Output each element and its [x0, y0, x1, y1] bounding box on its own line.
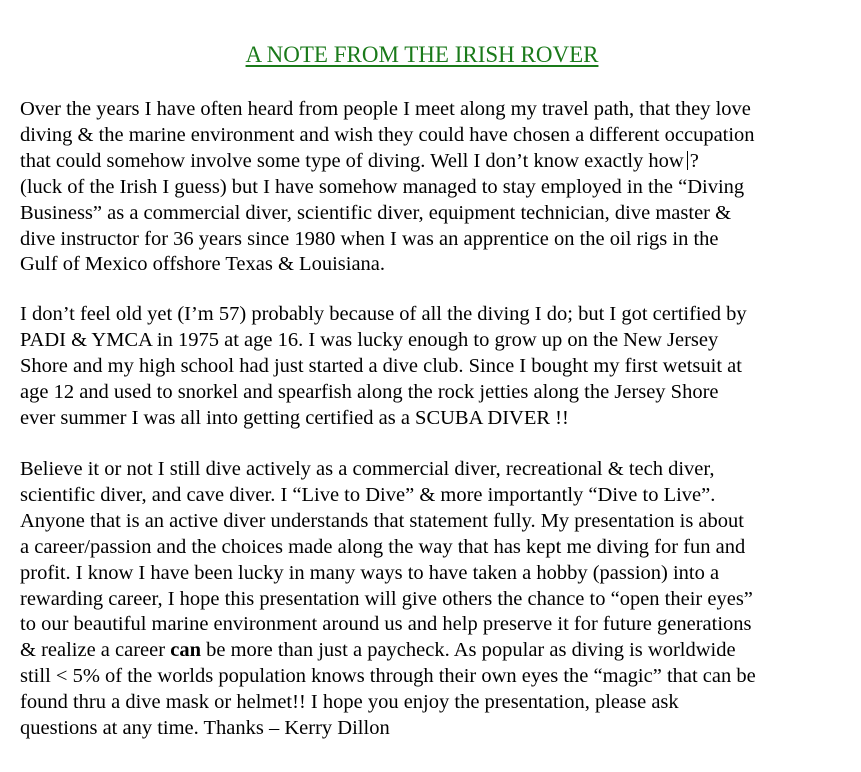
text-line: still < 5% of the worlds population knows through their own eyes the “magic” that can be — [20, 665, 756, 688]
text-line: age 12 and used to snorkel and spearfish along the rock jetties along the Jersey Shore — [20, 380, 719, 403]
text-line: I don’t feel old yet (I’m 57) probably because of all the diving I do; but I got certified by — [20, 303, 747, 325]
text-segment: ? — [689, 149, 699, 172]
text-line: questions at any time. Thanks – Kerry Dillon — [20, 717, 390, 740]
text-cursor — [687, 151, 688, 170]
text-line: a career/passion and the choices made along the way that has kept me diving for fun and — [20, 535, 746, 558]
text-line: ever summer I was all into getting certified as a SCUBA DIVER !! — [20, 406, 569, 429]
text-line: (luck of the Irish I guess) but I have somehow managed to stay employed in the “Diving — [20, 175, 745, 198]
paragraph-1 — [20, 97, 840, 278]
text-line — [20, 638, 840, 664]
text-line: Believe it or not I still dive actively as a commercial diver, recreational & tech diver, — [20, 458, 715, 480]
text-line: Business” as a commercial diver, scientific diver, equipment technician, dive master & — [20, 201, 732, 224]
text-line: Over the years I have often heard from people I meet along my travel path, that they love — [20, 98, 751, 120]
paragraph-3 — [20, 457, 840, 742]
text-line: Gulf of Mexico offshore Texas & Louisiana. — [20, 253, 386, 276]
text-line: dive instructor for 36 years since 1980 when I was an apprentice on the oil rigs in the — [20, 227, 719, 250]
document-title: A NOTE FROM THE IRISH ROVER — [245, 42, 599, 67]
text-line — [20, 149, 840, 175]
text-line: Anyone that is an active diver understands that statement fully. My presentation is about — [20, 509, 744, 532]
emphasis-text: can — [170, 639, 201, 662]
text-segment: that could somehow involve some type of diving. Well I don’t know exactly how — [20, 149, 684, 172]
text-line: diving & the marine environment and wish they could have chosen a different occupation — [20, 123, 755, 146]
paragraph-2 — [20, 302, 840, 432]
text-line: scientific diver, and cave diver. I “Live to Dive” & more importantly “Dive to Live”. — [20, 483, 716, 506]
text-line: PADI & YMCA in 1975 at age 16. I was lucky enough to grow up on the New Jersey — [20, 328, 719, 351]
text-line: rewarding career, I hope this presentation will give others the chance to “open their eyes” — [20, 587, 753, 610]
text-segment: be more than just a paycheck. As popular as diving is worldwide — [200, 639, 736, 662]
text-line: profit. I know I have been lucky in many ways to have taken a hobby (passion) into a — [20, 561, 720, 584]
text-line: Shore and my high school had just started a dive club. Since I bought my first wetsuit at — [20, 354, 742, 377]
text-line: to our beautiful marine environment around us and help preserve it for future generations — [20, 613, 752, 636]
text-segment: & realize a career — [20, 639, 171, 662]
text-line: found thru a dive mask or helmet!! I hope you enjoy the presentation, please ask — [20, 691, 679, 714]
